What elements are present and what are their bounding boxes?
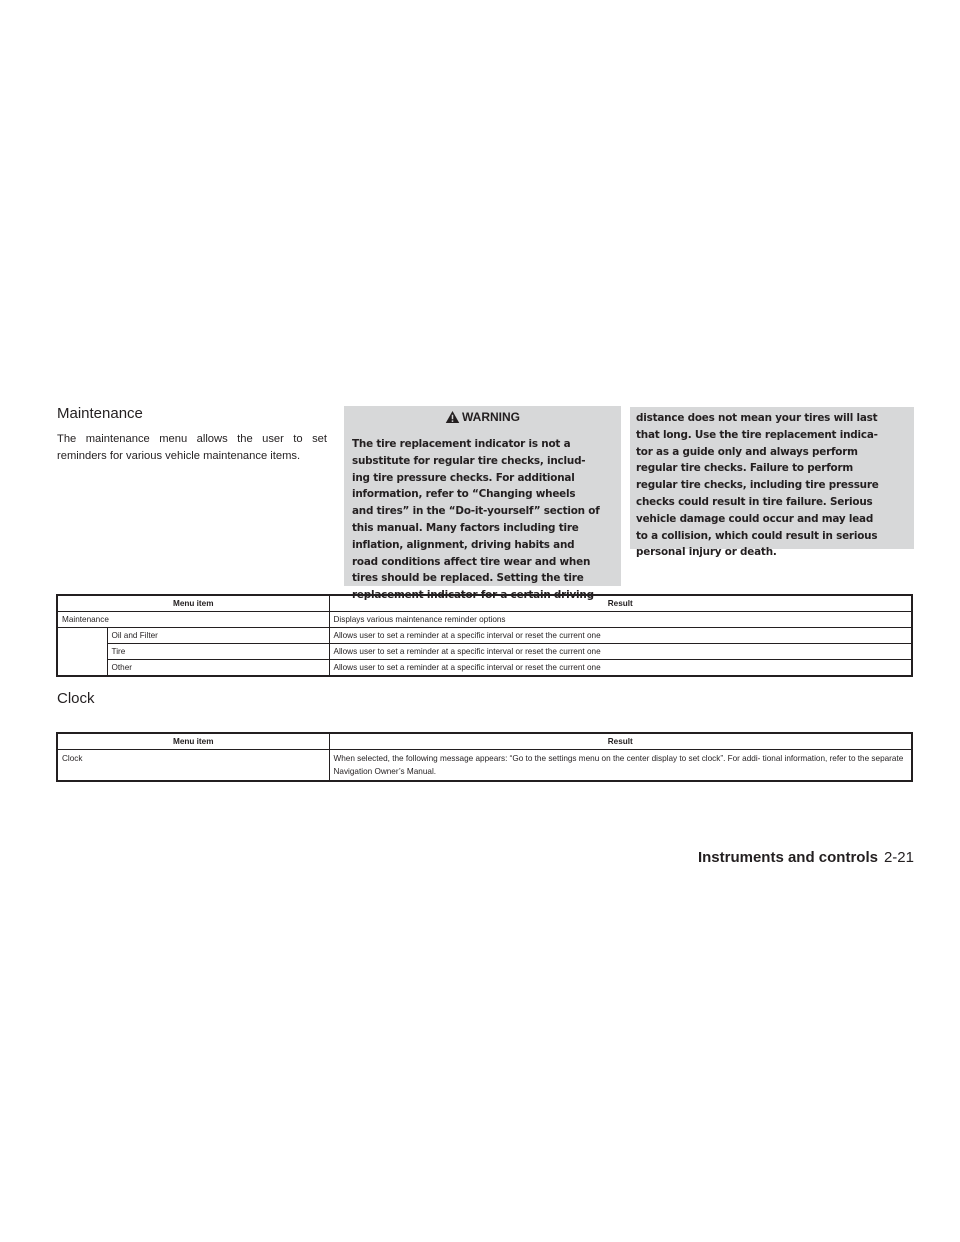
maintenance-intro: The maintenance menu allows the user to set reminders for various vehicle maintenance items. bbox=[57, 433, 327, 462]
warning-text-part2: distance does not mean your tires will last that long. Use the tire replacement indica- tor as a guide only and always perform regular tire checks. Failure to perform regular tire checks, including tire pressure checks could result in tire failure. Serious vehicle damage could occur and may lead to a collision, which could result in serious personal injury or death. bbox=[636, 412, 879, 559]
header-result: Result bbox=[329, 595, 912, 612]
warning-box bbox=[344, 406, 621, 602]
row-item: Clock bbox=[57, 750, 329, 782]
row-result: Allows user to set a reminder at a specific interval or reset the current one bbox=[329, 660, 912, 677]
row-item: Oil and Filter bbox=[107, 628, 329, 644]
header-menu-item: Menu item bbox=[57, 733, 329, 750]
row-item: Tire bbox=[107, 644, 329, 660]
chapter-title: Instruments and controls bbox=[697, 849, 878, 866]
table-row bbox=[57, 644, 912, 660]
warning-continuation-box bbox=[630, 407, 914, 559]
indent-cell bbox=[57, 628, 107, 644]
header-menu-item: Menu item bbox=[57, 595, 329, 612]
page-footer bbox=[698, 849, 914, 866]
table-row bbox=[57, 660, 912, 677]
row-item: Maintenance bbox=[57, 612, 329, 628]
row-result: Allows user to set a reminder at a specific interval or reset the current one bbox=[329, 628, 912, 644]
warning-label: WARNING bbox=[462, 410, 520, 424]
warning-text-part1: The tire replacement indicator is not a substitute for regular tire checks, includ- ing tire pressure checks. For additional information, refer to “Changing wheels and tires” in the “Do-it-yourself” section of this manual. Many factors including tire inflation, alignment, driving habits and road conditions affect tire wear and when tires should be replaced. Setting the tire replacement indicator for a certain driving bbox=[352, 438, 600, 602]
row-item: Other bbox=[107, 660, 329, 677]
clock-menu-table bbox=[56, 732, 913, 782]
table-header-row bbox=[57, 733, 912, 750]
warning-header bbox=[344, 406, 621, 428]
row-result: Displays various maintenance reminder options bbox=[329, 612, 912, 628]
warning-icon bbox=[445, 410, 460, 424]
table-row bbox=[57, 612, 912, 628]
indent-cell bbox=[57, 644, 107, 660]
table-row bbox=[57, 750, 912, 782]
table-header-row bbox=[57, 595, 912, 612]
header-result: Result bbox=[329, 733, 912, 750]
maintenance-menu-table bbox=[56, 594, 913, 677]
table-row bbox=[57, 628, 912, 644]
row-result: Allows user to set a reminder at a specific interval or reset the current one bbox=[329, 644, 912, 660]
page-number: 2-21 bbox=[883, 849, 914, 866]
clock-title: Clock bbox=[57, 690, 95, 707]
row-result: When selected, the following message appears: “Go to the settings menu on the center display to set clock”. For addi- tional information, refer to the separate Navigation Owner’s Manual. bbox=[329, 750, 912, 782]
indent-cell bbox=[57, 660, 107, 677]
maintenance-title: Maintenance bbox=[57, 405, 143, 422]
